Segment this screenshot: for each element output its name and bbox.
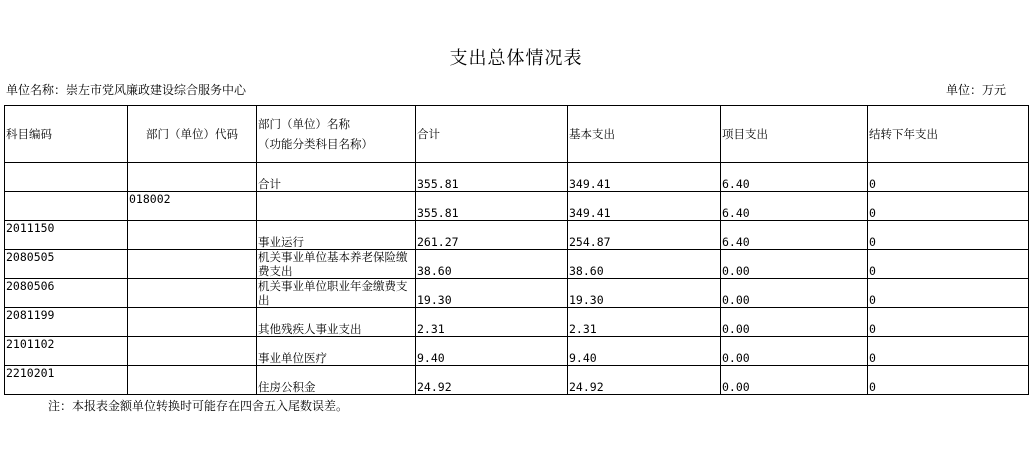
cell-basic: 254.87 (568, 221, 721, 250)
cell-carryover: 0 (868, 366, 1029, 395)
cell-project: 0.00 (721, 250, 868, 279)
cell-total: 24.92 (416, 366, 568, 395)
cell-basic: 38.60 (568, 250, 721, 279)
cell-total: 261.27 (416, 221, 568, 250)
footnote: 注：本报表金额单位转换时可能存在四舍五入尾数误差。 (48, 399, 349, 413)
table-row (5, 337, 1029, 366)
cell-project: 0.00 (721, 308, 868, 337)
cell-project: 6.40 (721, 192, 868, 221)
table-header-row (5, 106, 1029, 163)
table-body (5, 163, 1029, 395)
cell-project: 6.40 (721, 163, 868, 192)
cell-carryover: 0 (868, 337, 1029, 366)
cell-dept-code (128, 279, 257, 308)
cell-dept-code (128, 221, 257, 250)
cell-name: 合计 (257, 163, 416, 192)
cell-name (257, 192, 416, 221)
cell-basic: 349.41 (568, 163, 721, 192)
header-project: 项目支出 (721, 106, 868, 163)
table-row (5, 279, 1029, 308)
header-subject-code: 科目编码 (5, 106, 128, 163)
cell-dept-code: 018002 (128, 192, 257, 221)
cell-carryover: 0 (868, 250, 1029, 279)
cell-total: 9.40 (416, 337, 568, 366)
cell-dept-code (128, 337, 257, 366)
table-row (5, 221, 1029, 250)
header-dept-name-line1: 部门（单位）名称 (258, 117, 350, 131)
cell-subject-code: 2210201 (5, 366, 128, 395)
table-row (5, 250, 1029, 279)
cell-project: 0.00 (721, 337, 868, 366)
header-dept-name-line2: （功能分类科目名称） (258, 137, 373, 151)
cell-basic: 19.30 (568, 279, 721, 308)
header-carryover: 结转下年支出 (868, 106, 1029, 163)
table-row (5, 163, 1029, 192)
cell-dept-code (128, 308, 257, 337)
cell-carryover: 0 (868, 221, 1029, 250)
table-row (5, 192, 1029, 221)
cell-dept-code (128, 366, 257, 395)
cell-project: 0.00 (721, 366, 868, 395)
header-basic: 基本支出 (568, 106, 721, 163)
cell-subject-code: 2080506 (5, 279, 128, 308)
cell-project: 0.00 (721, 279, 868, 308)
header-dept-name (257, 106, 416, 163)
unit-name: 单位名称：崇左市党风廉政建设综合服务中心 (6, 83, 247, 97)
cell-dept-code (128, 163, 257, 192)
cell-basic: 9.40 (568, 337, 721, 366)
cell-carryover: 0 (868, 308, 1029, 337)
table-row (5, 308, 1029, 337)
cell-total: 38.60 (416, 250, 568, 279)
currency-unit: 单位：万元 (945, 83, 1006, 97)
cell-carryover: 0 (868, 279, 1029, 308)
cell-project: 6.40 (721, 221, 868, 250)
cell-name: 机关事业单位职业年金缴费支出 (257, 279, 416, 308)
cell-total: 2.31 (416, 308, 568, 337)
cell-subject-code (5, 163, 128, 192)
cell-total: 355.81 (416, 192, 568, 221)
cell-name: 其他残疾人事业支出 (257, 308, 416, 337)
cell-dept-code (128, 250, 257, 279)
cell-total: 19.30 (416, 279, 568, 308)
cell-basic: 24.92 (568, 366, 721, 395)
cell-subject-code: 2011150 (5, 221, 128, 250)
expenditure-table (4, 105, 1029, 395)
cell-subject-code: 2080505 (5, 250, 128, 279)
header-dept-code: 部门（单位）代码 (128, 106, 257, 163)
cell-carryover: 0 (868, 163, 1029, 192)
cell-name: 事业运行 (257, 221, 416, 250)
cell-subject-code: 2081199 (5, 308, 128, 337)
cell-name: 住房公积金 (257, 366, 416, 395)
cell-basic: 349.41 (568, 192, 721, 221)
header-total: 合计 (416, 106, 568, 163)
cell-subject-code: 2101102 (5, 337, 128, 366)
cell-name: 事业单位医疗 (257, 337, 416, 366)
table-row (5, 366, 1029, 395)
cell-name: 机关事业单位基本养老保险缴费支出 (257, 250, 416, 279)
cell-basic: 2.31 (568, 308, 721, 337)
cell-subject-code (5, 192, 128, 221)
report-title: 支出总体情况表 (449, 48, 583, 69)
cell-total: 355.81 (416, 163, 568, 192)
cell-carryover: 0 (868, 192, 1029, 221)
